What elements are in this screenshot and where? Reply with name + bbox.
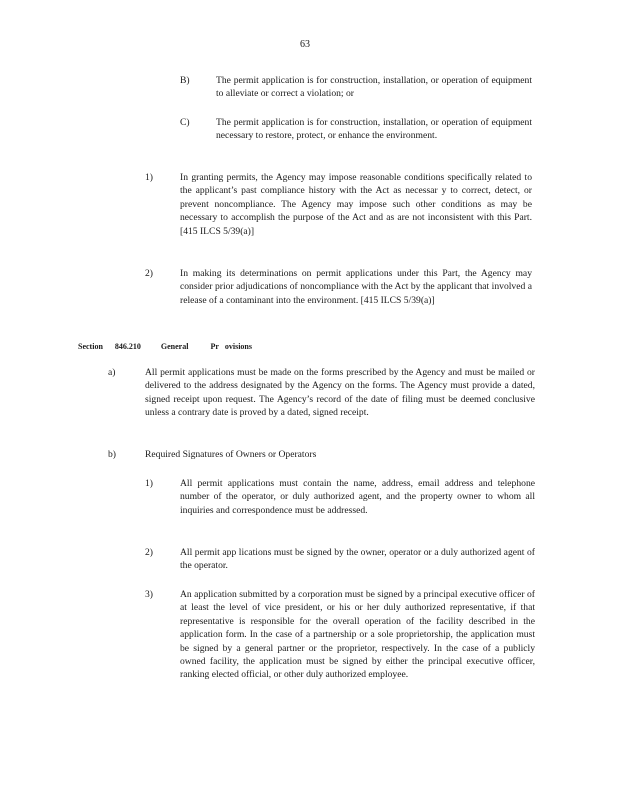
item-1-label: 1) (145, 172, 153, 183)
section-title-part1: General (160, 342, 189, 351)
subsection-b-label: b) (108, 449, 116, 460)
page-number: 63 (300, 39, 310, 50)
b-item-3-text: An application submitted by a corporation must be signed by a principal executive officer of at least the level of vice president, or his or her duly authorized representative, if that representative is responsible for the overall operation of the facility described in the application form. In the case of a partnership or a sole proprietorship, the application must be signed by a general partner or the proprietor, respectively. In the case of a publicly owned facility, the application must be signed by either the principal executive officer, ranking elected official, or other duly authorized employee. (180, 589, 535, 681)
b-item-3-label: 3) (145, 589, 153, 600)
item-2-label: 2) (145, 268, 153, 279)
section-word: Section (78, 342, 103, 351)
item-c-text: The permit application is for construction, installation, or operation of equipment necessary to restore, protect, or enhance the environment. (216, 117, 532, 142)
b-item-2-label: 2) (145, 547, 153, 558)
section-heading (78, 340, 252, 353)
section-number: 846.210 (114, 342, 141, 351)
subsection-a-text: All permit applications must be made on the forms prescribed by the Agency and must be mailed or delivered to the address designated by the Agency on the forms. The Agency must provide a dated, signed receipt upon request. The Agency’s record of the date of filing must be deemed conclusive unless a contrary date is proved by a dated, signed receipt. (145, 367, 535, 419)
item-c-label: C) (180, 117, 190, 128)
item-2-text: In making its determinations on permit applications under this Part, the Agency may consider prior adjudications of noncompliance with the Act by the applicant that involved a release of a contaminant into the environment. [415 ILCS 5/39(a)] (180, 268, 532, 306)
item-b-label: B) (180, 75, 190, 86)
b-item-2-text: All permit app lications must be signed by the owner, operator or a duly authorized agent of the operator. (180, 547, 535, 572)
section-title-part2: Pr (210, 342, 219, 351)
subsection-a-label: a) (108, 367, 116, 378)
item-b-text: The permit application is for construction, installation, or operation of equipment to alleviate or correct a violation; or (216, 75, 532, 100)
item-1-text: In granting permits, the Agency may impose reasonable conditions specifically related to the applicant’s past compliance history with the Act as necessar y to correct, detect, or prevent noncompliance. The Agency may impose such other conditions as may be necessary to accomplish the purpose of the Act and as are not inconsistent with this Part. [415 ILCS 5/39(a)] (180, 172, 532, 237)
b-item-1-label: 1) (145, 478, 153, 489)
section-title-part3: ovisions (224, 342, 252, 351)
b-item-1-text: All permit applications must contain the name, address, email address and telephone number of the operator, or duly authorized agent, and the property owner to whom all inquiries and correspondence must be addressed. (180, 478, 535, 516)
subsection-b-text: Required Signatures of Owners or Operators (145, 449, 317, 460)
